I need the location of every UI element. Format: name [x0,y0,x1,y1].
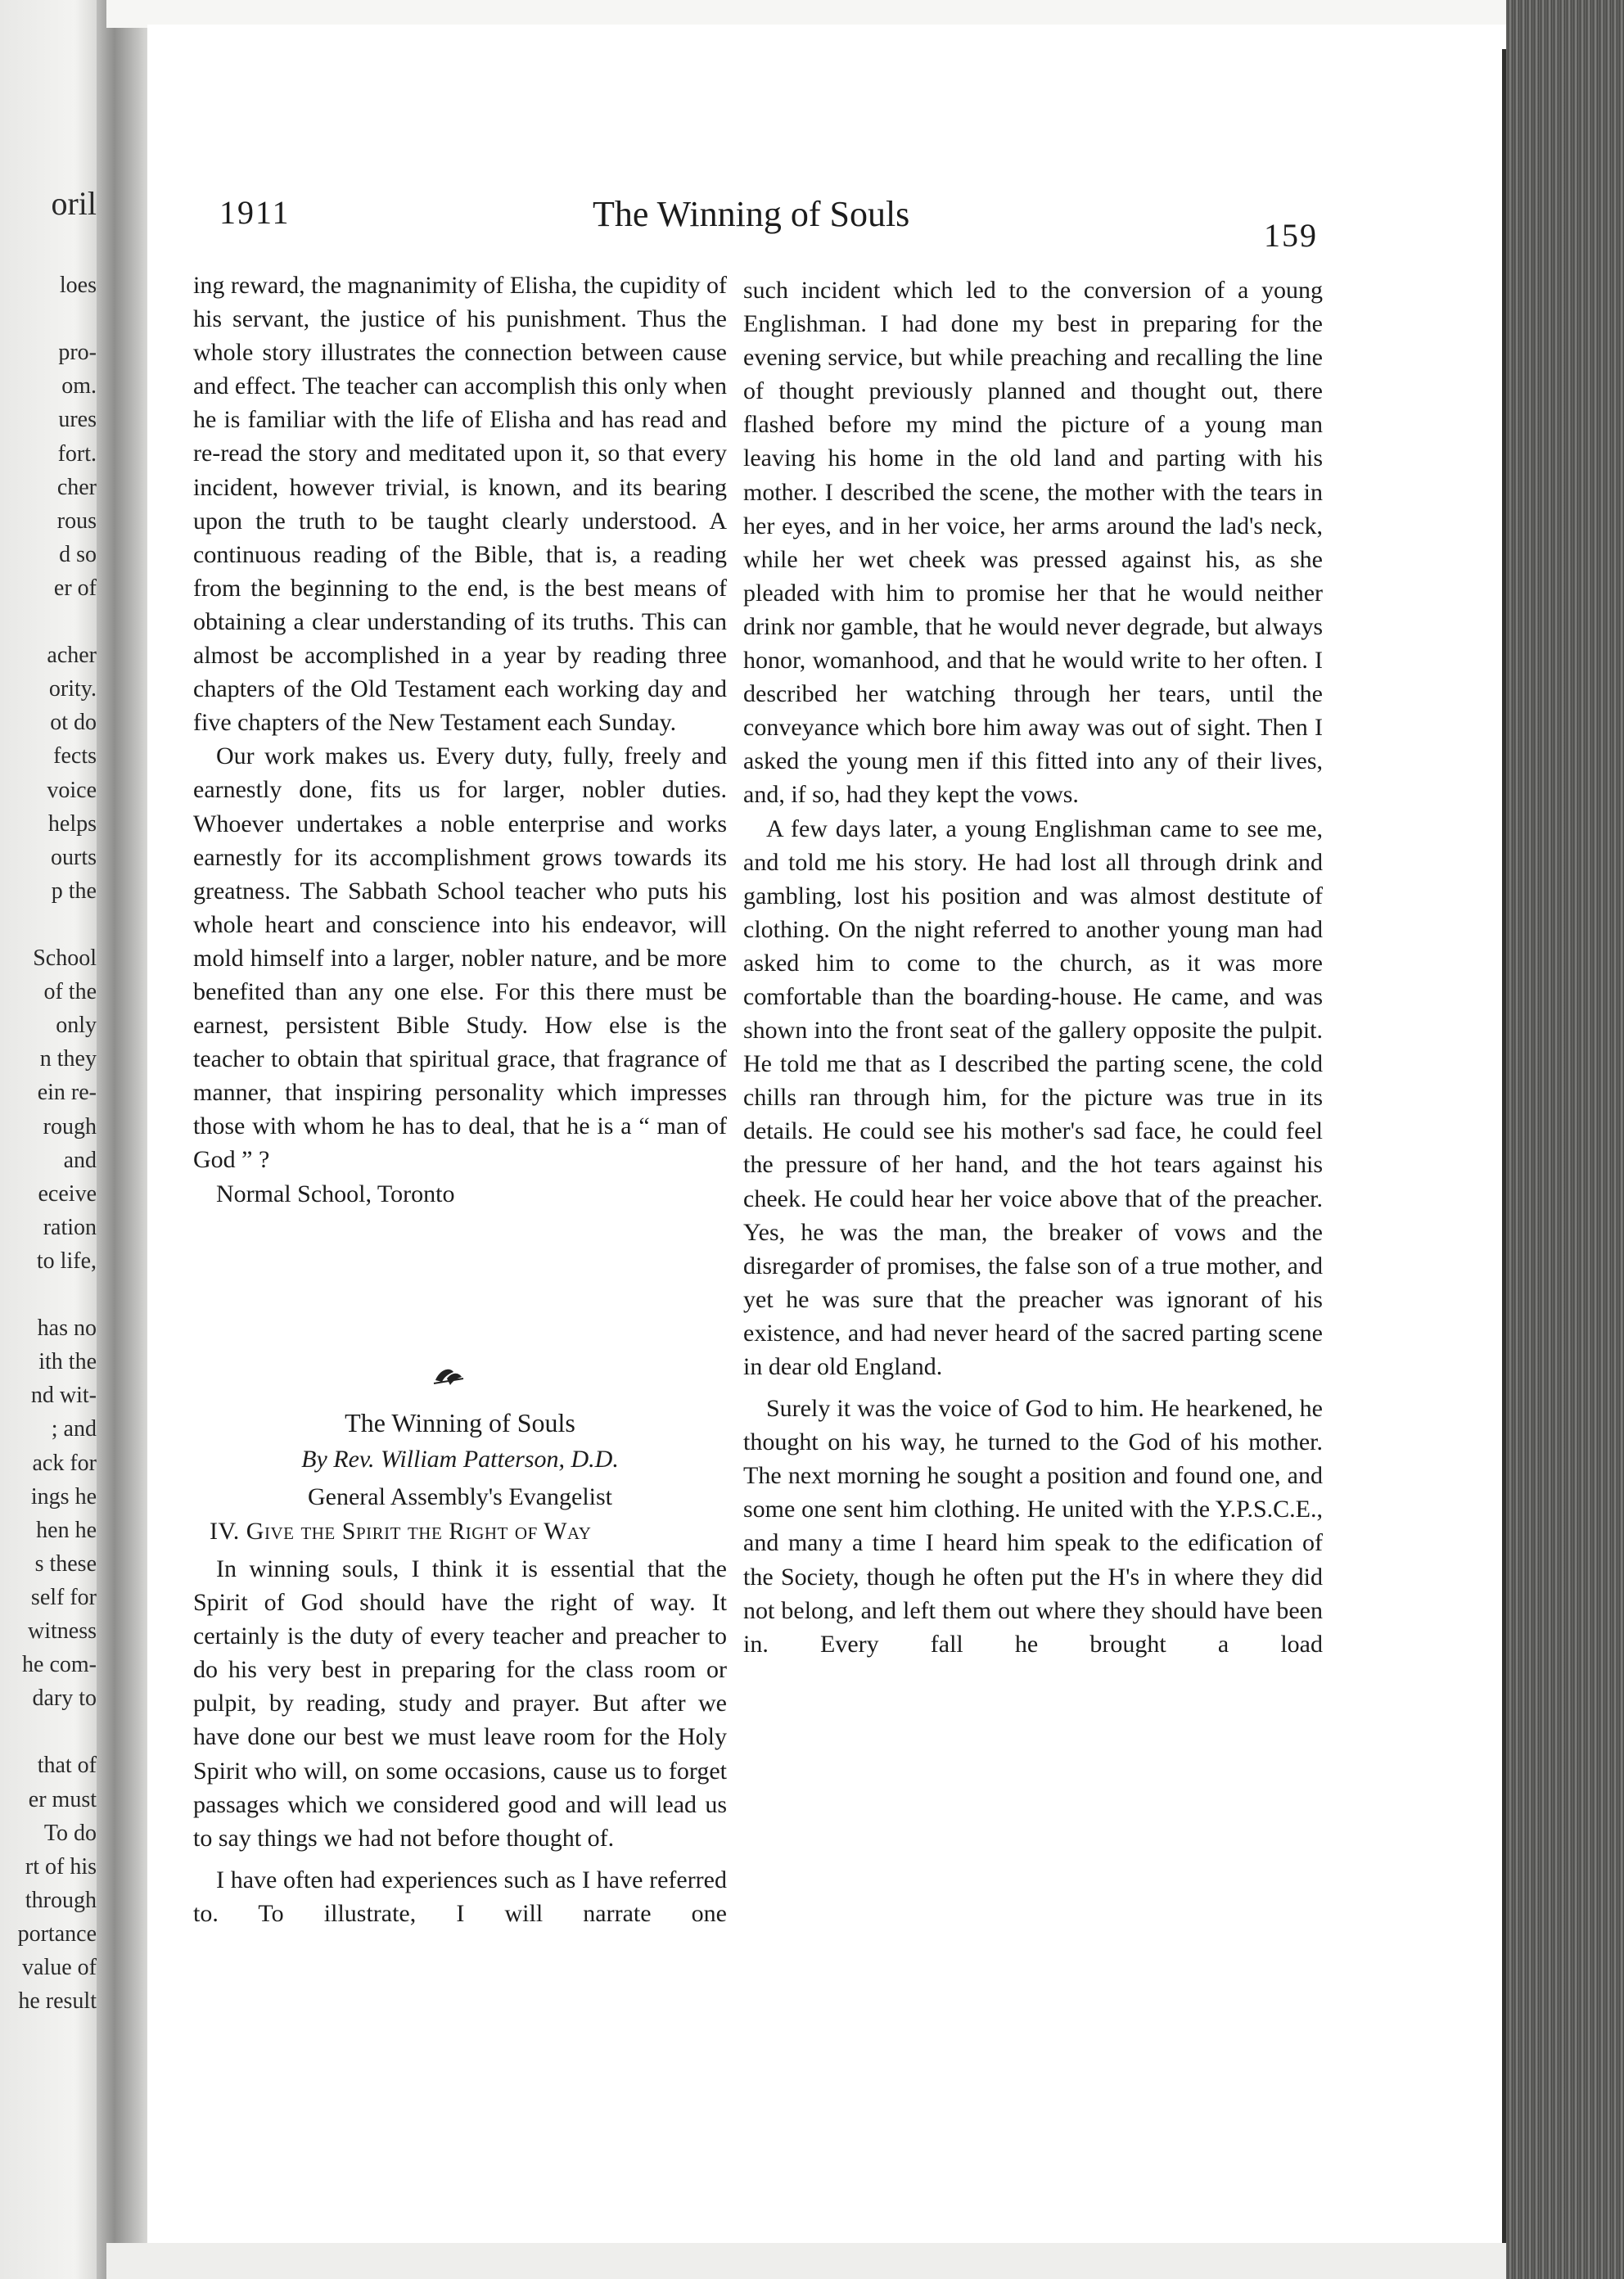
paragraph: Surely it was the voice of God to him. He hearkened, he thought on his way, he turned to the God of his mother. The next morning he sought a position and found one, and some one sent him clothing. He united with the Y.P.S.C.E., and many a time I heard him speak to the edification of the Society, though he often put the H's in where they did not belong, and left them out where they should have been in. Every fall he brought a load [743,1395,1323,1658]
paragraph: In winning souls, I think it is essential that the Spirit of God should have the right of way. It certainly is the duty of every teacher and preacher to do his very best in preparing for the class room or pulpit, by reading, study and prayer. But after we have done our best we must leave room for the Holy Spirit who will, on some occasions, cause us to forget passages which we considered good and will lead us to say things we had not before thought of. [193,1555,727,1852]
facing-page-fragment: ith the [38,1349,97,1375]
facing-page-fragment: School [33,945,97,971]
facing-page-fragment: portance [17,1920,97,1947]
running-header-title: The Winning of Souls [593,194,910,234]
article-title: The Winning of Souls [345,1408,575,1437]
facing-page-fragment: has no [37,1316,97,1342]
facing-page-fragment: om. [61,373,97,399]
facing-page-fragment: nd wit- [30,1383,97,1409]
scan-top-margin [106,0,1506,28]
facing-page-fragment: self for [30,1584,97,1610]
facing-page-fragment: p the [51,878,97,904]
facing-page-fragment: witness [28,1618,97,1644]
facing-page-fragment: n they [39,1046,97,1072]
facing-page-fragment: ures [58,407,97,433]
facing-page-fragment: he com- [22,1652,97,1678]
facing-page-fragment: ority. [48,676,97,702]
article-subtitle: General Assembly's Evangelist [308,1483,612,1510]
paragraph: A few days later, a young Englishman came to see me, and told me his story. He had lost all through drink and gambling, lost his position and was almost destitute of clothing. On the night referred to another young man had asked him to come to the church, as it was more comfortable than the boarding-house. He came, and was shown into the front seat of the gallery opposite the pulpit. He told me that as I described the parting scene, the cold chills ran through him, for the picture was true in its details. He could see his mother's sad face, he could feel the pressure of her hand, and the hot tears against his cheek. He could hear her voice above that of the preacher. Yes, he was the man, the breaker of vows and the disregarder of promises, the false son of a true mother, and yet he was sure that the preacher was ignorant of his existence, and had never heard of the sacred parting scene in dear old England. [743,815,1323,1380]
page-stack-edge [1506,0,1624,2279]
facing-page-fragment: that of [37,1753,97,1779]
facing-page-fragment: er of [53,575,97,601]
leaf-ornament-icon [432,1364,465,1387]
facing-page-fragment: acher [47,643,97,669]
facing-page-fragment: er must [28,1786,97,1812]
facing-page-fragment: cher [56,474,97,500]
signature: Normal School, Toronto [216,1180,455,1207]
facing-page-fragment: dary to [32,1686,97,1712]
facing-page-fragment: to life, [36,1248,97,1274]
facing-page-fragment: pro- [58,340,97,366]
page-number: 159 [1264,217,1318,254]
facing-page-fragment: s these [34,1550,97,1577]
book-gutter [97,0,147,2279]
facing-page-header: oril [51,185,97,222]
article-byline: By Rev. William Patterson, D.D. [301,1446,619,1473]
facing-page-fragment: rous [56,508,97,534]
paragraph: ing reward, the magnanimity of Elisha, the cupidity of his servant, the justice of his punishment. Thus the whole story illustrates the connection between cause and effect. The teacher can accomplish this only when he is familiar with the life of Elisha and has read and re-read the story and meditated upon it, so that every incident, however trivial, is known, and its bearing upon the truth to be taught clearly understood. A continuous reading of the Bible, that is, a reading from the beginning to the end, is the best means of obtaining a clear understanding of its truths. This can almost be accomplished in a year by reading three chapters of the Old Testament each working day and five chapters of the New Testament each Sunday. [193,272,727,737]
left-column-top [193,269,727,1211]
facing-page-fragment: hen he [36,1517,97,1543]
left-column-bottom [193,1552,727,1930]
facing-page-fragment: eceive [38,1180,97,1207]
facing-page-fragment: rt of his [25,1853,97,1880]
facing-page-fragment: of the [43,979,97,1005]
scan-bottom-margin [106,2243,1506,2279]
paragraph: Our work makes us. Every duty, fully, freely and earnestly done, fits us for larger, nobler duties. Whoever undertakes a noble enterprise and works earnestly for its accomplishment grows towards its greatness. The Sabbath School teacher who puts his whole heart and conscience into his endeavor, will mold himself into a larger, nobler nature, and be more benefited than any one else. For this there must be earnest, persistent Bible Study. How else is the teacher to obtain that spiritual grace, that fragrance of manner, that inspiring personality which impresses those with whom he has to deal, that he is a “ man of God ” ? [193,742,727,1174]
facing-page-fragment: through [25,1887,97,1913]
facing-page-fragment: fort. [57,440,97,467]
facing-page-fragment: ein re- [37,1080,97,1106]
right-column [743,273,1323,1661]
facing-page-fragment: voice [47,777,97,803]
facing-page-fragment: ings he [30,1483,97,1510]
facing-page-fragment: To do [43,1820,97,1846]
paragraph: such incident which led to the conversion of a young Englishman. I had done my best in preparing for the evening service, but while preaching and recalling the line of thought previously planned and thought out, there flashed before my mind the picture of a young man leaving his home in the old land and parting with his mother. I described the scene, the mother with the tears in her eyes, and in her voice, her arms around the lad's neck, while her wet cheek was pressed against his, as she pleaded with him to promise her that he would neither drink nor gamble, that he would never degrade, but always honor, womanhood, and that he would write to her often. I described her watching through her tears, until the conveyance which bore him away was out of sight. Then I asked the young men if this fitted into any of their lives, and, if so, had they kept the vows. [743,277,1323,809]
facing-page-fragment: value of [22,1955,97,1980]
facing-page-fragment: ourts [51,844,97,870]
facing-page-fragment: ; and [51,1416,97,1442]
facing-page-fragment: ack for [32,1450,97,1476]
facing-page-fragment: ot do [50,710,97,736]
section-heading: IV. Give the Spirit the Right of Way [210,1518,592,1545]
paragraph: I have often had experiences such as I have referred to. To illustrate, I will narrate one [193,1866,727,1927]
facing-page-fragment: ration [43,1214,97,1240]
facing-page-fragment: fects [53,743,97,769]
facing-page-fragment: d so [59,541,97,567]
facing-page-fragment: and [63,1147,97,1173]
facing-page-fragment: he result [18,1988,97,2015]
facing-page-fragment: helps [47,810,97,837]
facing-page-fragment: loes [59,273,97,298]
facing-page-fragment: rough [43,1113,97,1140]
running-header-year: 1911 [219,194,291,231]
facing-page-edge [0,0,106,2279]
facing-page-fragment: only [56,1013,97,1039]
